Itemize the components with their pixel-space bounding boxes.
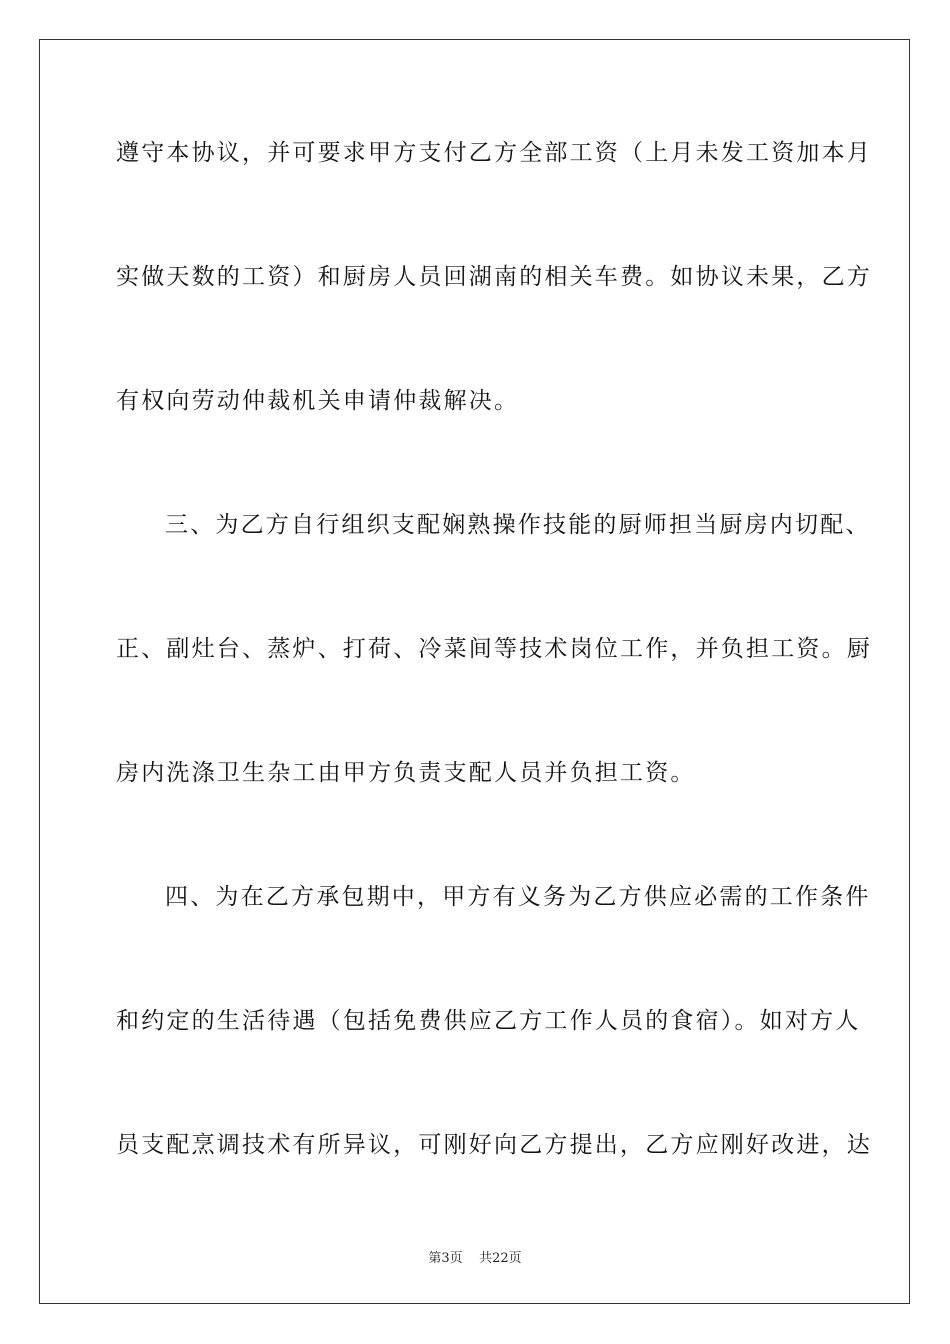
- text-line: 和约定的生活待遇（包括免费供应乙方工作人员的食宿）。如对方人: [116, 1008, 861, 1034]
- paragraph-start-line: 三、为乙方自行组织支配娴熟操作技能的厨师担当厨房内切配、: [165, 512, 871, 538]
- text-line: 员支配烹调技术有所异议，可刚好向乙方提出，乙方应刚好改进，达: [116, 1132, 872, 1158]
- text-line: 有权向劳动仲裁机关申请仲裁解决。: [116, 388, 520, 414]
- text-line: 实做天数的工资）和厨房人员回湖南的相关车费。如协议未果，乙方: [116, 264, 872, 290]
- page-border: [39, 39, 910, 1304]
- paragraph-start-line: 四、为在乙方承包期中，甲方有义务为乙方供应必需的工作条件: [165, 884, 871, 910]
- page-number-footer: 第3页 共22页: [428, 1251, 522, 1266]
- text-line: 遵守本协议，并可要求甲方支付乙方全部工资（上月未发工资加本月: [116, 140, 872, 166]
- text-line: 房内洗涤卫生杂工由甲方负责支配人员并负担工资。: [116, 760, 696, 786]
- text-line: 正、副灶台、蒸炉、打荷、冷菜间等技术岗位工作，并负担工资。厨: [116, 636, 872, 662]
